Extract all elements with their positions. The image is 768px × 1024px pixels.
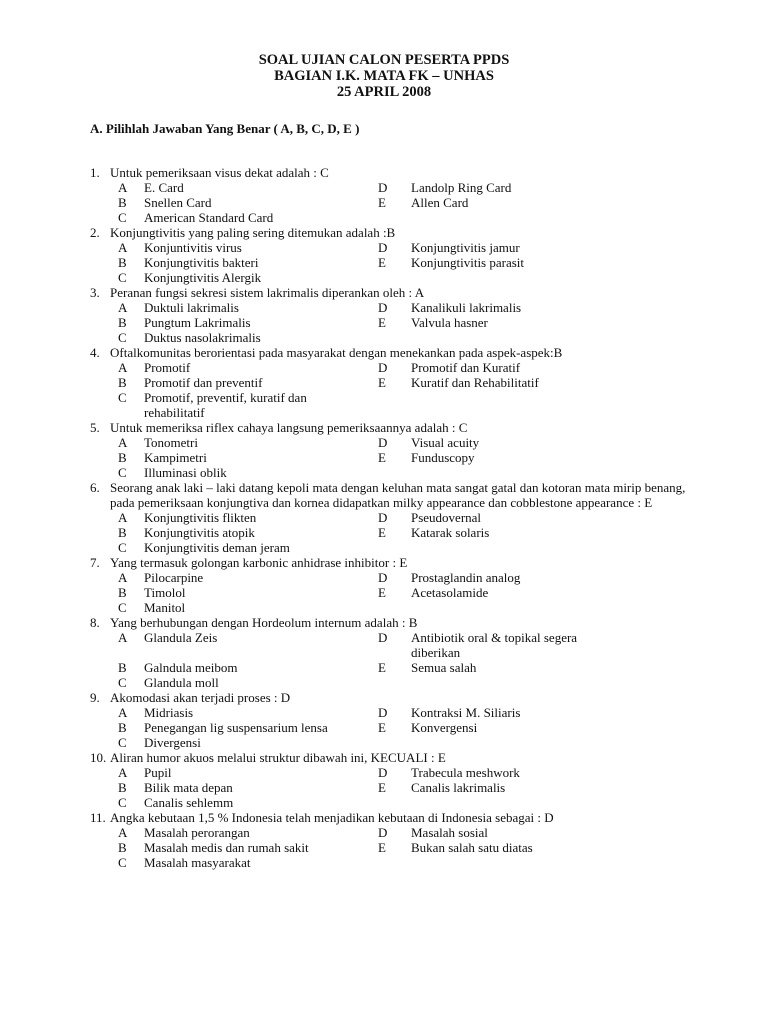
option-text: Duktuli lakrimalis — [144, 300, 239, 315]
answer-option — [378, 195, 618, 210]
option-text: Prostaglandin analog — [411, 570, 521, 585]
option-row — [90, 600, 690, 615]
option-text: Kampimetri — [144, 450, 207, 465]
option-text: E. Card — [144, 180, 184, 195]
question-text: Peranan fungsi sekresi sistem lakrimalis diperankan oleh : A — [110, 285, 425, 300]
question-item — [90, 555, 690, 615]
answer-option — [118, 255, 378, 270]
option-text: Bilik mata depan — [144, 780, 233, 795]
title-block — [0, 52, 768, 100]
title-line-1: SOAL UJIAN CALON PESERTA PPDS — [258, 52, 510, 68]
answer-option — [118, 720, 378, 735]
option-letter: E — [378, 720, 386, 735]
question-stem — [90, 690, 690, 705]
option-text: Tonometri — [144, 435, 198, 450]
question-stem — [90, 285, 690, 300]
option-letter: D — [378, 510, 388, 525]
question-stem — [90, 555, 690, 570]
option-letter: B — [118, 195, 127, 210]
answer-option — [378, 315, 618, 330]
option-text: Snellen Card — [144, 195, 212, 210]
option-text: Manitol — [144, 600, 186, 615]
question-text: Angka kebutaan 1,5 % Indonesia telah menjadikan kebutaan di Indonesia sebagai : D — [110, 810, 554, 825]
answer-option — [118, 240, 378, 255]
option-row — [90, 570, 690, 585]
answer-option — [118, 630, 378, 660]
question-item — [90, 810, 690, 870]
answer-option — [118, 840, 378, 855]
option-letter: A — [118, 705, 128, 720]
option-row — [90, 840, 690, 855]
answer-option — [118, 540, 378, 555]
option-letter: E — [378, 780, 386, 795]
question-number: 11. — [90, 810, 106, 825]
option-text: Midriasis — [144, 705, 194, 720]
option-letter: D — [378, 630, 388, 645]
answer-option — [118, 855, 378, 870]
option-letter: E — [378, 525, 386, 540]
option-letter: B — [118, 315, 127, 330]
option-letter: D — [378, 300, 388, 315]
option-text: Kuratif dan Rehabilitatif — [411, 375, 539, 390]
option-letter: C — [118, 600, 127, 615]
option-text: Masalah masyarakat — [144, 855, 251, 870]
title-line-2: BAGIAN I.K. MATA FK – UNHAS — [274, 68, 494, 84]
option-letter: E — [378, 315, 386, 330]
option-letter: A — [118, 825, 128, 840]
option-row — [90, 390, 690, 420]
option-text: Konjungtivitis atopik — [144, 525, 255, 540]
answer-option — [118, 735, 378, 750]
section-heading: A. Pilihlah Jawaban Yang Benar ( A, B, C, D, E ) — [90, 121, 360, 136]
answer-option — [378, 435, 618, 450]
option-text: Pseudovernal — [411, 510, 482, 525]
answer-option — [118, 360, 378, 375]
answer-option — [118, 660, 378, 675]
option-text: Pupil — [144, 765, 172, 780]
option-text: Promotif dan preventif — [144, 375, 263, 390]
option-row — [90, 720, 690, 735]
option-text: Glandula moll — [144, 675, 219, 690]
answer-option — [118, 435, 378, 450]
option-text: Konjungtivitis parasit — [411, 255, 525, 270]
question-item — [90, 285, 690, 345]
answer-option — [118, 510, 378, 525]
option-text: Galndula meibom — [144, 660, 238, 675]
option-row — [90, 375, 690, 390]
option-row — [90, 270, 690, 285]
option-row — [90, 450, 690, 465]
option-letter: E — [378, 585, 386, 600]
answer-option — [378, 705, 618, 720]
option-letter: B — [118, 255, 127, 270]
option-text: Glandula Zeis — [144, 630, 218, 645]
option-letter: E — [378, 375, 386, 390]
answer-option — [118, 195, 378, 210]
option-text: Masalah perorangan — [144, 825, 250, 840]
question-item — [90, 225, 690, 285]
answer-option — [118, 315, 378, 330]
option-row — [90, 510, 690, 525]
question-number: 3. — [90, 285, 100, 300]
option-row — [90, 735, 690, 750]
option-letter: C — [118, 675, 127, 690]
option-text: Promotif dan Kuratif — [411, 360, 521, 375]
option-text: American Standard Card — [144, 210, 274, 225]
option-letter: A — [118, 180, 128, 195]
answer-option — [118, 675, 378, 690]
answer-option — [378, 360, 618, 375]
question-text: Aliran humor akuos melalui struktur dibawah ini, KECUALI : E — [110, 750, 446, 765]
option-text: Allen Card — [411, 195, 469, 210]
option-letter: B — [118, 660, 127, 675]
option-letter: E — [378, 255, 386, 270]
option-letter: B — [118, 450, 127, 465]
option-text: Illuminasi oblik — [144, 465, 227, 480]
answer-option — [118, 390, 378, 420]
answer-option — [378, 375, 618, 390]
option-row — [90, 435, 690, 450]
question-stem — [90, 810, 690, 825]
option-row — [90, 315, 690, 330]
option-letter: A — [118, 630, 128, 645]
option-row — [90, 675, 690, 690]
option-letter: D — [378, 765, 388, 780]
option-letter: B — [118, 780, 127, 795]
option-text: Acetasolamide — [411, 585, 489, 600]
answer-option — [378, 765, 618, 780]
option-letter: E — [378, 660, 386, 675]
answer-option — [118, 210, 378, 225]
question-text: Oftalkomunitas berorientasi pada masyarakat dengan menekankan pada aspek-aspek:B — [110, 345, 563, 360]
option-row — [90, 705, 690, 720]
question-item — [90, 345, 690, 420]
answer-option — [118, 825, 378, 840]
option-letter: C — [118, 795, 127, 810]
answer-option — [378, 720, 618, 735]
option-letter: D — [378, 570, 388, 585]
option-text: Promotif — [144, 360, 191, 375]
question-item — [90, 420, 690, 480]
option-letter: A — [118, 360, 128, 375]
option-letter: D — [378, 705, 388, 720]
option-text: Konvergensi — [411, 720, 478, 735]
option-text: Konjungtivitis flikten — [144, 510, 257, 525]
option-letter: D — [378, 180, 388, 195]
option-letter: C — [118, 270, 127, 285]
answer-option — [378, 450, 618, 465]
option-row — [90, 360, 690, 375]
option-row — [90, 660, 690, 675]
option-letter: B — [118, 840, 127, 855]
question-item — [90, 690, 690, 750]
option-text: Pungtum Lakrimalis — [144, 315, 251, 330]
question-stem — [90, 165, 690, 180]
answer-option — [118, 525, 378, 540]
option-text: Pilocarpine — [144, 570, 204, 585]
answer-option — [378, 300, 618, 315]
answer-option — [118, 585, 378, 600]
option-letter: E — [378, 195, 386, 210]
option-text: Penegangan lig suspensarium lensa — [144, 720, 328, 735]
question-number: 8. — [90, 615, 100, 630]
question-stem — [90, 615, 690, 630]
answer-option — [118, 330, 378, 345]
option-row — [90, 195, 690, 210]
answer-option — [378, 630, 618, 660]
answer-option — [118, 450, 378, 465]
option-row — [90, 255, 690, 270]
option-letter: D — [378, 435, 388, 450]
question-stem — [90, 750, 690, 765]
answer-option — [378, 660, 618, 675]
answer-option — [118, 705, 378, 720]
question-text: Untuk memeriksa riflex cahaya langsung pemeriksaannya adalah : C — [110, 420, 468, 435]
answer-option — [378, 585, 618, 600]
option-letter: B — [118, 585, 127, 600]
question-text: Seorang anak laki – laki datang kepoli mata dengan keluhan mata sangat gatal dan kotoran mata mirip benang, pada pemeriksaan konjungtiva dan kornea didapatkan milky appearance dan cobblestone appearance : E — [110, 480, 686, 510]
answer-option — [378, 525, 618, 540]
option-row — [90, 540, 690, 555]
question-number: 4. — [90, 345, 100, 360]
answer-option — [118, 300, 378, 315]
title-line-3: 25 APRIL 2008 — [336, 84, 432, 100]
question-item — [90, 165, 690, 225]
answer-option — [118, 780, 378, 795]
option-text: Canalis sehlemm — [144, 795, 234, 810]
option-letter: E — [378, 840, 386, 855]
option-row — [90, 330, 690, 345]
option-row — [90, 300, 690, 315]
option-row — [90, 765, 690, 780]
question-number: 10. — [90, 750, 107, 765]
answer-option — [118, 570, 378, 585]
option-text: Visual acuity — [411, 435, 480, 450]
question-number: 7. — [90, 555, 100, 570]
question-item — [90, 480, 690, 555]
option-text: Konjungtivitis Alergik — [144, 270, 262, 285]
option-letter: A — [118, 765, 128, 780]
option-letter: C — [118, 465, 127, 480]
answer-option — [118, 270, 378, 285]
question-text: Untuk pemeriksaan visus dekat adalah : C — [110, 165, 329, 180]
option-row — [90, 240, 690, 255]
question-text: Akomodasi akan terjadi proses : D — [110, 690, 291, 705]
option-text: Konjungtivitis bakteri — [144, 255, 259, 270]
option-letter: C — [118, 735, 127, 750]
answer-option — [118, 795, 378, 810]
option-text: Bukan salah satu diatas — [411, 840, 533, 855]
option-text: Masalah medis dan rumah sakit — [144, 840, 309, 855]
option-text: Kanalikuli lakrimalis — [411, 300, 522, 315]
option-letter: C — [118, 855, 127, 870]
answer-option — [118, 600, 378, 615]
question-item — [90, 750, 690, 810]
option-text: Divergensi — [144, 735, 201, 750]
answer-option — [118, 765, 378, 780]
option-letter: D — [378, 360, 388, 375]
option-text: Timolol — [144, 585, 186, 600]
option-row — [90, 825, 690, 840]
option-row — [90, 210, 690, 225]
option-text: Landolp Ring Card — [411, 180, 512, 195]
question-text: Yang termasuk golongan karbonic anhidrase inhibitor : E — [110, 555, 408, 570]
option-letter: A — [118, 240, 128, 255]
option-text: Konjungtivitis jamur — [411, 240, 520, 255]
option-row — [90, 630, 690, 660]
option-row — [90, 585, 690, 600]
option-letter: D — [378, 240, 388, 255]
answer-option — [378, 510, 618, 525]
option-letter: A — [118, 300, 128, 315]
question-stem — [90, 420, 690, 435]
option-letter: C — [118, 330, 127, 345]
option-row — [90, 525, 690, 540]
answer-option — [118, 375, 378, 390]
answer-option — [118, 465, 378, 480]
option-text: Masalah sosial — [411, 825, 488, 840]
option-letter: A — [118, 570, 128, 585]
option-text: Funduscopy — [411, 450, 475, 465]
question-text: Konjungtivitis yang paling sering ditemukan adalah :B — [110, 225, 396, 240]
option-text: Canalis lakrimalis — [411, 780, 506, 795]
question-stem — [90, 225, 690, 240]
option-letter: C — [118, 540, 127, 555]
answer-option — [378, 180, 618, 195]
option-row — [90, 855, 690, 870]
option-letter: C — [118, 390, 127, 405]
answer-option — [378, 780, 618, 795]
option-text: Trabecula meshwork — [411, 765, 520, 780]
option-letter: B — [118, 720, 127, 735]
option-text: Katarak solaris — [411, 525, 490, 540]
question-number: 2. — [90, 225, 100, 240]
option-text: Kontraksi M. Siliaris — [411, 705, 521, 720]
option-row — [90, 780, 690, 795]
option-letter: A — [118, 435, 128, 450]
answer-option — [378, 255, 618, 270]
question-text: Yang berhubungan dengan Hordeolum internum adalah : B — [110, 615, 418, 630]
question-list — [90, 165, 690, 870]
question-number: 1. — [90, 165, 100, 180]
question-stem — [90, 480, 690, 510]
question-number: 6. — [90, 480, 100, 495]
option-row — [90, 795, 690, 810]
option-letter: B — [118, 525, 127, 540]
option-text: Semua salah — [411, 660, 477, 675]
option-text: Konjungtivitis deman jeram — [144, 540, 290, 555]
answer-option — [378, 240, 618, 255]
option-letter: A — [118, 510, 128, 525]
option-letter: B — [118, 375, 127, 390]
option-text: Promotif, preventif, kuratif dan rehabilitatif — [144, 390, 307, 420]
answer-option — [118, 180, 378, 195]
option-text: Duktus nasolakrimalis — [144, 330, 261, 345]
question-number: 9. — [90, 690, 100, 705]
answer-option — [378, 840, 618, 855]
option-row — [90, 465, 690, 480]
option-text: Konjuntivitis virus — [144, 240, 242, 255]
option-row — [90, 180, 690, 195]
question-stem — [90, 345, 690, 360]
question-item — [90, 615, 690, 690]
option-letter: D — [378, 825, 388, 840]
option-letter: C — [118, 210, 127, 225]
answer-option — [378, 570, 618, 585]
option-text: Valvula hasner — [411, 315, 488, 330]
option-text: Antibiotik oral & topikal segera diberikan — [411, 630, 578, 660]
question-number: 5. — [90, 420, 100, 435]
answer-option — [378, 825, 618, 840]
option-letter: E — [378, 450, 386, 465]
